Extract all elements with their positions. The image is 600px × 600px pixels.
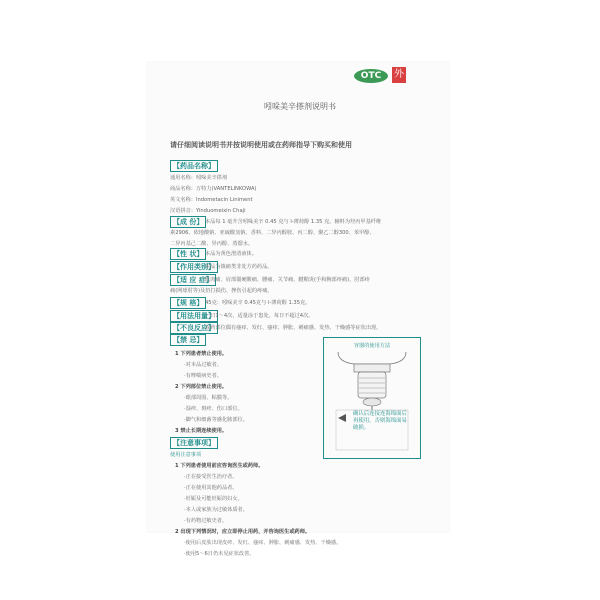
category-text: 本品为镇痛类非处方药药品。 — [205, 264, 273, 270]
caution-item-2b: ·使用5～6日仍未见症状改善。 — [184, 551, 255, 557]
caution-item-1: 1 下列患者使用前应咨询医生或药师。 — [175, 463, 264, 469]
contra-item-1a: ·对本品过敏者。 — [184, 362, 222, 368]
caution-item-1a: ·正在接受医生治疗者。 — [184, 474, 238, 480]
contra-item-1: 1 下列患者禁止使用。 — [175, 351, 228, 357]
contra-item-2c: ·脚气和细菌等感化脓部位。 — [184, 417, 248, 423]
section-ingredients: 【成 份】 — [170, 216, 206, 228]
diagram-label: 容器的使用方法 — [353, 343, 391, 349]
adverse-text: 涂药部位偶有瘙痒、发红、瘙痒、肿胀、刺痛感、发热、干燥感等症状出现。 — [205, 325, 382, 331]
bottle-cap-icon — [324, 348, 420, 456]
external-use-badge: 外 — [392, 67, 406, 83]
contra-item-2: 2 下列部位禁止使用。 — [175, 384, 228, 390]
container-usage-diagram — [323, 337, 421, 459]
contra-item-3: 3 禁止长期连续使用。 — [175, 428, 228, 434]
common-name: 通用名称：吲哚美辛搽剂 — [170, 175, 228, 181]
section-spec: 【规 格】 — [170, 297, 206, 309]
usage-text: 一日1～4次，适量涂于患处。每日不超过4次。 — [205, 313, 314, 319]
section-category: 【作用类别】 — [170, 261, 218, 273]
caution-subtitle: 使用注意事项 — [170, 452, 202, 458]
section-usage: 【用法用量】 — [170, 310, 218, 322]
indications-line-1: 肌肉痛、肩部僵硬酸痛、腰痛、关节痛、腱鞘炎(手和腕部疼痛)、肘部疼 — [205, 277, 370, 283]
contra-item-2a: ·眼部周围、粘膜等。 — [184, 395, 233, 401]
trade-name: 商品名称：万特力(VANTELINKOWA) — [170, 186, 257, 192]
pinyin-name: 汉语拼音：Yinduomeixin Chaji — [170, 208, 246, 214]
usage-notice: 请仔细阅读说明书并按说明使用或在药师指导下购买和使用 — [170, 141, 352, 149]
diagram-instruction: 确认后连接连海绵面后再使用，否则海绵面易破损。 — [353, 411, 407, 431]
section-name: 【药品名称】 — [170, 160, 218, 172]
contra-item-1b: ·有哮喘病史者。 — [184, 373, 222, 379]
document-title: 吲哚美辛搽剂说明书 — [264, 102, 336, 111]
section-adverse: 【不良反应】 — [170, 322, 218, 334]
section-contraindications: 【禁 忌】 — [170, 334, 206, 346]
caution-item-2: 2 出现下列情况时，应立即停止用药，并咨询医生或药师。 — [175, 529, 311, 535]
section-character: 【性 状】 — [170, 248, 206, 260]
section-cautions: 【注意事项】 — [170, 437, 218, 449]
caution-item-2a: ·使用后皮肤出现皮疹、发红、瘙痒、肿胀、刺痛感、发热、干燥感。 — [184, 540, 342, 546]
character-text: 本品为黄色澄清液体。 — [205, 251, 257, 257]
contra-item-2b: ·湿疹、斑疹、伤口部位。 — [184, 406, 243, 412]
ingredients-line-2: 素2906、依地酸钠、亚硫酸氢钠、香料、二异丙醇胺、丙二醇、聚乙二醇300、苯甲醇、 — [170, 230, 375, 236]
caution-item-1b: ·正在使用其他药品者。 — [184, 485, 238, 491]
caution-item-1c: ·妊娠及可能妊娠的妇女。 — [184, 496, 243, 502]
ingredients-line-1: 本品每 1 毫升含吲哚美辛 0.45 克与 l-薄荷醇 1.35 克。辅料为羟丙甲基纤维 — [205, 219, 382, 225]
caution-item-1e: ·有药物过敏史者。 — [184, 518, 228, 524]
ingredients-line-3: 二异丙基己二酸、异丙醇、蒸馏水。 — [170, 241, 254, 247]
english-name: 英文名称：Indometacin Liniment — [170, 197, 253, 203]
caution-item-1d: ·本人或家族为过敏体质者。 — [184, 507, 248, 513]
indications-line-2: 痛(网球肘等)及扭打损伤、挫伤引起的疼痛。 — [170, 288, 273, 294]
section-indications: 【适 应 症】 — [170, 274, 216, 286]
otc-badge: OTC — [354, 69, 388, 83]
spec-text: 45克：吲哚美辛 0.45克与 l-薄荷醇 1.35克。 — [205, 300, 311, 306]
